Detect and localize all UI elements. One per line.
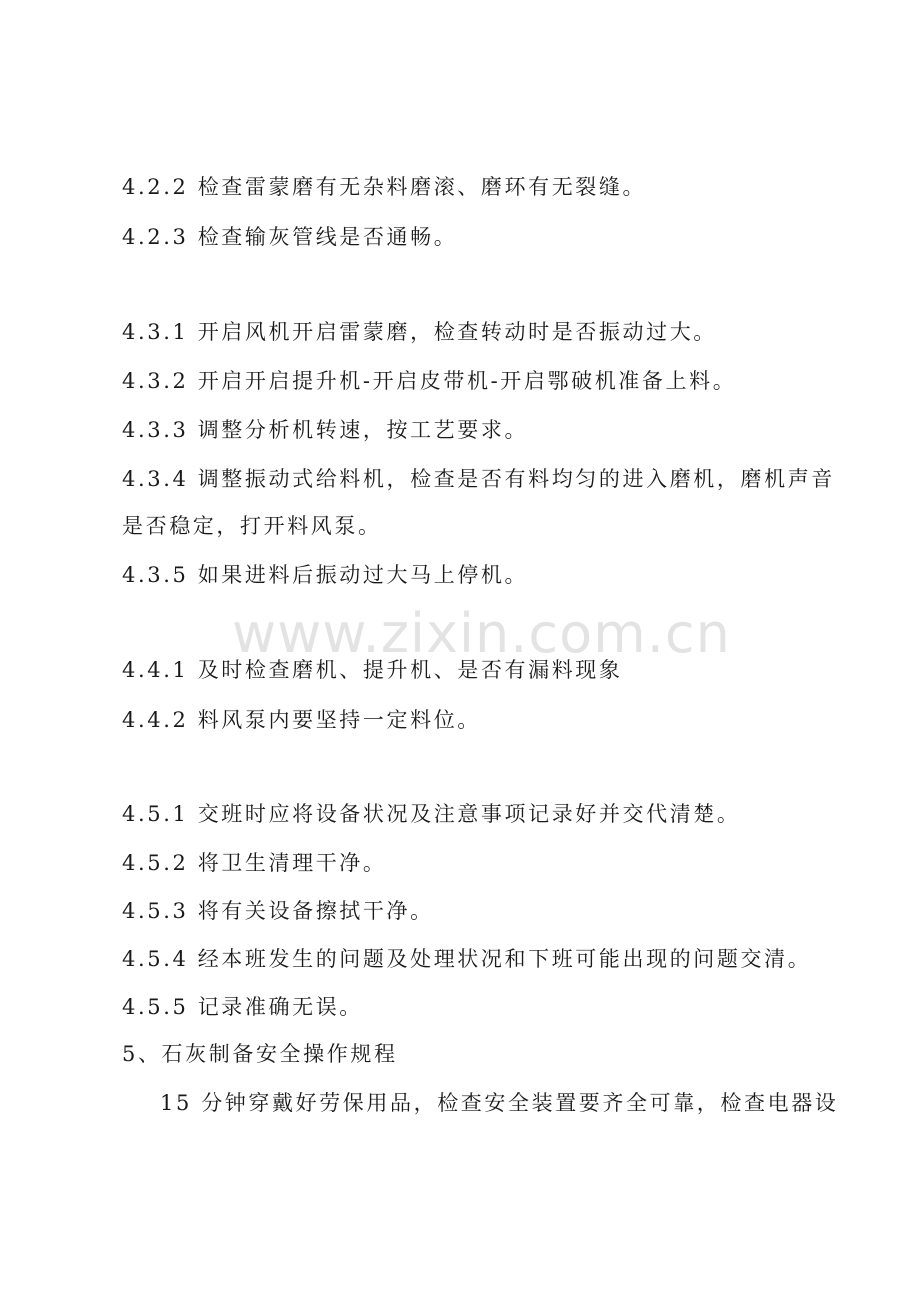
text-line-4-2-2: 4.2.2 检查雷蒙磨有无杂料磨滚、磨环有无裂缝。	[122, 175, 647, 199]
paragraph-line: 15 分钟穿戴好劳保用品，检查安全装置要齐全可靠，检查电器设	[160, 1091, 839, 1115]
watermark: www.zixin.com.cn	[232, 602, 731, 665]
text-line-4-2-3: 4.2.3 检查输灰管线是否通畅。	[122, 225, 458, 249]
text-line-4-3-4-cont: 是否稳定，打开料风泵。	[122, 514, 382, 538]
text-line-4-3-2: 4.3.2 开启开启提升机-开启皮带机-开启鄂破机准备上料。	[122, 369, 737, 393]
text-line-4-5-2: 4.5.2 将卫生清理干净。	[122, 851, 387, 875]
text-line-4-5-4: 4.5.4 经本班发生的问题及处理状况和下班可能出现的问题交清。	[122, 947, 812, 971]
text-line-4-5-1: 4.5.1 交班时应将设备状况及注意事项记录好并交代清楚。	[122, 802, 741, 826]
text-line-4-3-5: 4.3.5 如果进料后振动过大马上停机。	[122, 563, 529, 587]
section-heading-5: 5、石灰制备安全操作规程	[122, 1042, 398, 1066]
text-line-4-5-3: 4.5.3 将有关设备擦拭干净。	[122, 899, 434, 923]
text-line-4-5-5: 4.5.5 记录准确无误。	[122, 995, 363, 1019]
text-line-4-4-1: 4.4.1 及时检查磨机、提升机、是否有漏料现象	[122, 658, 623, 682]
text-line-4-3-1: 4.3.1 开启风机开启雷蒙磨，检查转动时是否振动过大。	[122, 320, 717, 344]
text-line-4-3-4: 4.3.4 调整振动式给料机，检查是否有料均匀的进入磨机，磨机声音	[122, 467, 835, 491]
text-line-4-3-3: 4.3.3 调整分析机转速，按工艺要求。	[122, 418, 529, 442]
text-line-4-4-2: 4.4.2 料风泵内要坚持一定料位。	[122, 708, 481, 732]
